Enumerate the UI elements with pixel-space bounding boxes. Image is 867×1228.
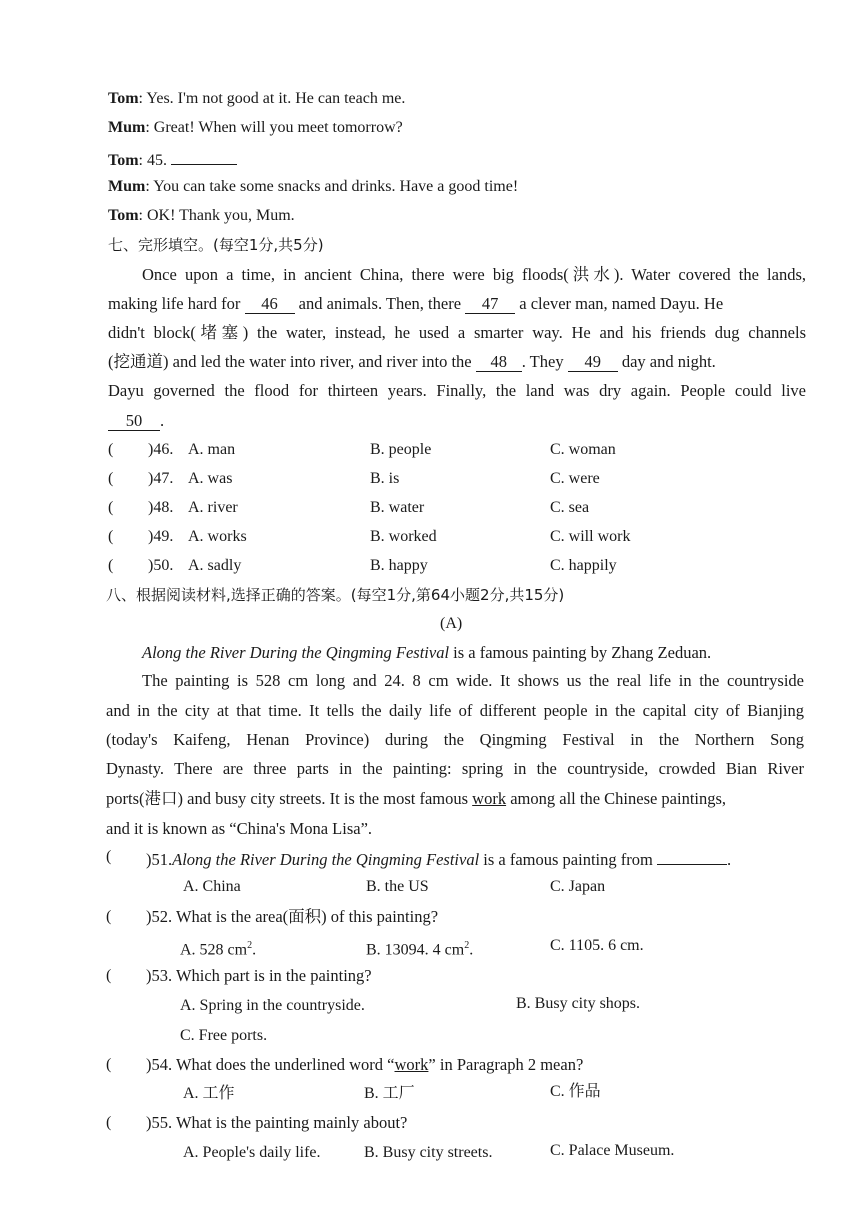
option-c[interactable]: C. were <box>550 470 600 487</box>
para-text: is a famous painting by Zhang Zeduan. <box>449 643 712 662</box>
option-b[interactable]: B. worked <box>370 528 437 545</box>
cloze-blank-49[interactable]: 49 <box>568 353 618 372</box>
option-a[interactable]: A. Spring in the countryside. <box>180 997 365 1014</box>
answer-paren[interactable]: ( <box>106 848 112 865</box>
passage-a-para-2-line-4: Dynasty. There are three parts in the painting: spring in the countryside, crowded Bian River <box>106 759 804 778</box>
section-7-heading: 七、完形填空。(每空1分,共5分) <box>108 236 324 254</box>
option-b[interactable]: B. the US <box>366 878 429 895</box>
speaker-sep: : <box>138 152 143 169</box>
option-c[interactable]: C. happily <box>550 557 617 574</box>
option-a[interactable]: A. works <box>188 528 247 545</box>
passage-a-para-2-line-3: (today's Kaifeng, Henan Province) during the Qingming Festival in the Northern Song <box>106 730 804 749</box>
option-a[interactable]: A. China <box>183 878 241 895</box>
question-number <box>148 439 173 461</box>
cloze-line-2 <box>108 293 723 315</box>
dialogue-line-2 <box>108 117 403 139</box>
option-b[interactable]: B. happy <box>370 557 428 574</box>
option-c[interactable]: C. 作品 <box>550 1083 601 1100</box>
paren-close: ) <box>148 441 154 458</box>
option-a[interactable]: A. People's daily life. <box>183 1144 321 1161</box>
underlined-word: work <box>394 1055 429 1074</box>
cloze-blank-50[interactable]: 50 <box>108 412 160 431</box>
option-b[interactable]: B. 工厂 <box>364 1085 415 1102</box>
cloze-text: making life hard for <box>108 294 241 313</box>
dialogue-line-1 <box>108 88 405 110</box>
paren-close: ) <box>148 499 154 516</box>
question-stem <box>146 1054 583 1076</box>
cloze-text: (挖通道) and led the water into river, and river into the <box>108 352 472 371</box>
question-stem: )53. Which part is in the painting? <box>146 966 372 985</box>
option-a[interactable]: A. 工作 <box>183 1085 235 1102</box>
option-b[interactable]: B. Busy city shops. <box>516 995 641 1012</box>
cloze-blank-46[interactable]: 46 <box>245 295 295 314</box>
dialogue-text: OK! Thank you, Mum. <box>146 207 295 224</box>
option-c[interactable]: C. sea <box>550 499 590 516</box>
answer-paren[interactable]: ( <box>108 499 114 516</box>
cloze-line-4 <box>108 351 716 373</box>
option-b[interactable]: B. is <box>370 470 400 487</box>
dialogue-text: Yes. I'm not good at it. He can teach me. <box>146 90 406 107</box>
section-8-heading: 八、根据阅读材料,选择正确的答案。(每空1分,第64小题2分,共15分) <box>106 586 565 604</box>
paren-close: ) <box>148 557 154 574</box>
passage-a-para-2-line-5 <box>106 788 726 810</box>
question-number <box>148 555 173 577</box>
cloze-line-1: Once upon a time, in ancient China, there were big floods(洪水). Water covered the lands, <box>142 265 806 284</box>
option-a[interactable]: A. man <box>188 441 236 458</box>
dialogue-line-5 <box>108 205 295 227</box>
cloze-text: . <box>160 411 165 430</box>
answer-paren[interactable]: ( <box>106 908 112 925</box>
option-c[interactable]: C. will work <box>550 528 631 545</box>
passage-label: (A) <box>440 615 463 632</box>
question-text: )54. What does the underlined word “ <box>146 1055 395 1074</box>
question-num: 50. <box>153 557 174 574</box>
question-num: 46. <box>153 441 174 458</box>
answer-blank-51[interactable] <box>657 846 727 865</box>
question-stem: )55. What is the painting mainly about? <box>146 1113 408 1132</box>
passage-a-para-1 <box>142 642 711 664</box>
paren-close: ) <box>148 470 154 487</box>
para-text: ports(港口) and busy city streets. It is the most famous <box>106 789 473 808</box>
speaker-name: Mum <box>108 119 146 136</box>
question-text: . <box>726 850 732 869</box>
question-number <box>148 526 173 548</box>
question-number <box>148 497 173 519</box>
option-c[interactable]: C. 1105. 6 cm. <box>550 937 644 954</box>
option-a[interactable] <box>180 935 256 961</box>
answer-paren[interactable]: ( <box>106 967 112 984</box>
dialogue-text: 45. <box>146 152 167 169</box>
cloze-blank-47[interactable]: 47 <box>465 295 515 314</box>
paren-close: ) <box>148 528 154 545</box>
dialogue-line-4 <box>108 176 518 198</box>
question-num: 47. <box>153 470 174 487</box>
question-stem: )52. What is the area(面积) of this painting? <box>146 907 439 926</box>
answer-paren[interactable]: ( <box>108 441 114 458</box>
speaker-sep: : <box>145 119 150 136</box>
speaker-sep: : <box>145 178 150 195</box>
question-num: )51. <box>146 850 173 869</box>
passage-a-para-2-line-1: The painting is 528 cm long and 24. 8 cm wide. It shows us the real life in the countryside <box>142 671 804 690</box>
answer-paren[interactable]: ( <box>108 470 114 487</box>
painting-title: Along the River During the Qingming Festival <box>142 643 450 662</box>
answer-blank-45[interactable] <box>171 146 237 165</box>
painting-title: Along the River During the Qingming Festival <box>172 850 480 869</box>
question-text: is a famous painting from <box>479 850 653 869</box>
speaker-name: Mum <box>108 178 146 195</box>
question-stem <box>146 846 731 871</box>
question-text: ” in Paragraph 2 mean? <box>428 1055 584 1074</box>
speaker-name: Tom <box>108 152 139 169</box>
option-a[interactable]: A. was <box>188 470 233 487</box>
cloze-text: . They <box>521 352 564 371</box>
question-number <box>148 468 173 490</box>
passage-a-para-2-line-6: and it is known as “China's Mona Lisa”. <box>106 819 373 838</box>
option-text: . <box>469 941 474 959</box>
speaker-sep: : <box>138 90 143 107</box>
question-num: 48. <box>153 499 174 516</box>
answer-paren[interactable]: ( <box>106 1114 112 1131</box>
option-b[interactable]: B. water <box>370 499 425 516</box>
cloze-line-5: Dayu governed the flood for thirteen years. Finally, the land was dry again. People could live <box>108 381 806 400</box>
option-b[interactable] <box>366 935 473 961</box>
dialogue-text: Great! When will you meet tomorrow? <box>153 119 403 136</box>
option-text: . <box>252 941 257 959</box>
superscript: 2 <box>247 940 253 951</box>
option-b[interactable]: B. Busy city streets. <box>364 1144 493 1161</box>
question-num: 49. <box>153 528 174 545</box>
option-a[interactable]: A. sadly <box>188 557 242 574</box>
speaker-name: Tom <box>108 90 139 107</box>
option-a[interactable]: A. river <box>188 499 238 516</box>
option-c[interactable]: C. woman <box>550 441 616 458</box>
cloze-text: and animals. Then, there <box>298 294 462 313</box>
cloze-text: a clever man, named Dayu. He <box>519 294 724 313</box>
cloze-line-6 <box>108 410 164 432</box>
dialogue-text: You can take some snacks and drinks. Have a good time! <box>153 178 519 195</box>
para-text: among all the Chinese paintings, <box>506 789 727 808</box>
option-text: B. 13094. 4 cm <box>366 941 465 959</box>
answer-paren[interactable]: ( <box>106 1056 112 1073</box>
option-c[interactable]: C. Palace Museum. <box>550 1142 675 1159</box>
option-c[interactable]: C. Japan <box>550 878 606 895</box>
underlined-word: work <box>472 789 507 808</box>
superscript: 2 <box>464 940 470 951</box>
passage-a-para-2-line-2: and in the city at that time. It tells the daily life of different people in the capital city of Bianjing <box>106 701 804 720</box>
option-c[interactable]: C. Free ports. <box>180 1027 268 1044</box>
cloze-text: day and night. <box>621 352 716 371</box>
option-b[interactable]: B. people <box>370 441 432 458</box>
answer-paren[interactable]: ( <box>108 528 114 545</box>
dialogue-line-3 <box>108 146 237 172</box>
cloze-blank-48[interactable]: 48 <box>476 353 522 372</box>
option-text: A. 528 cm <box>180 941 248 959</box>
answer-paren[interactable]: ( <box>108 557 114 574</box>
speaker-name: Tom <box>108 207 139 224</box>
cloze-line-3: didn't block(堵塞) the water, instead, he used a smarter way. He and his friends dug channels <box>108 323 806 342</box>
speaker-sep: : <box>138 207 143 224</box>
